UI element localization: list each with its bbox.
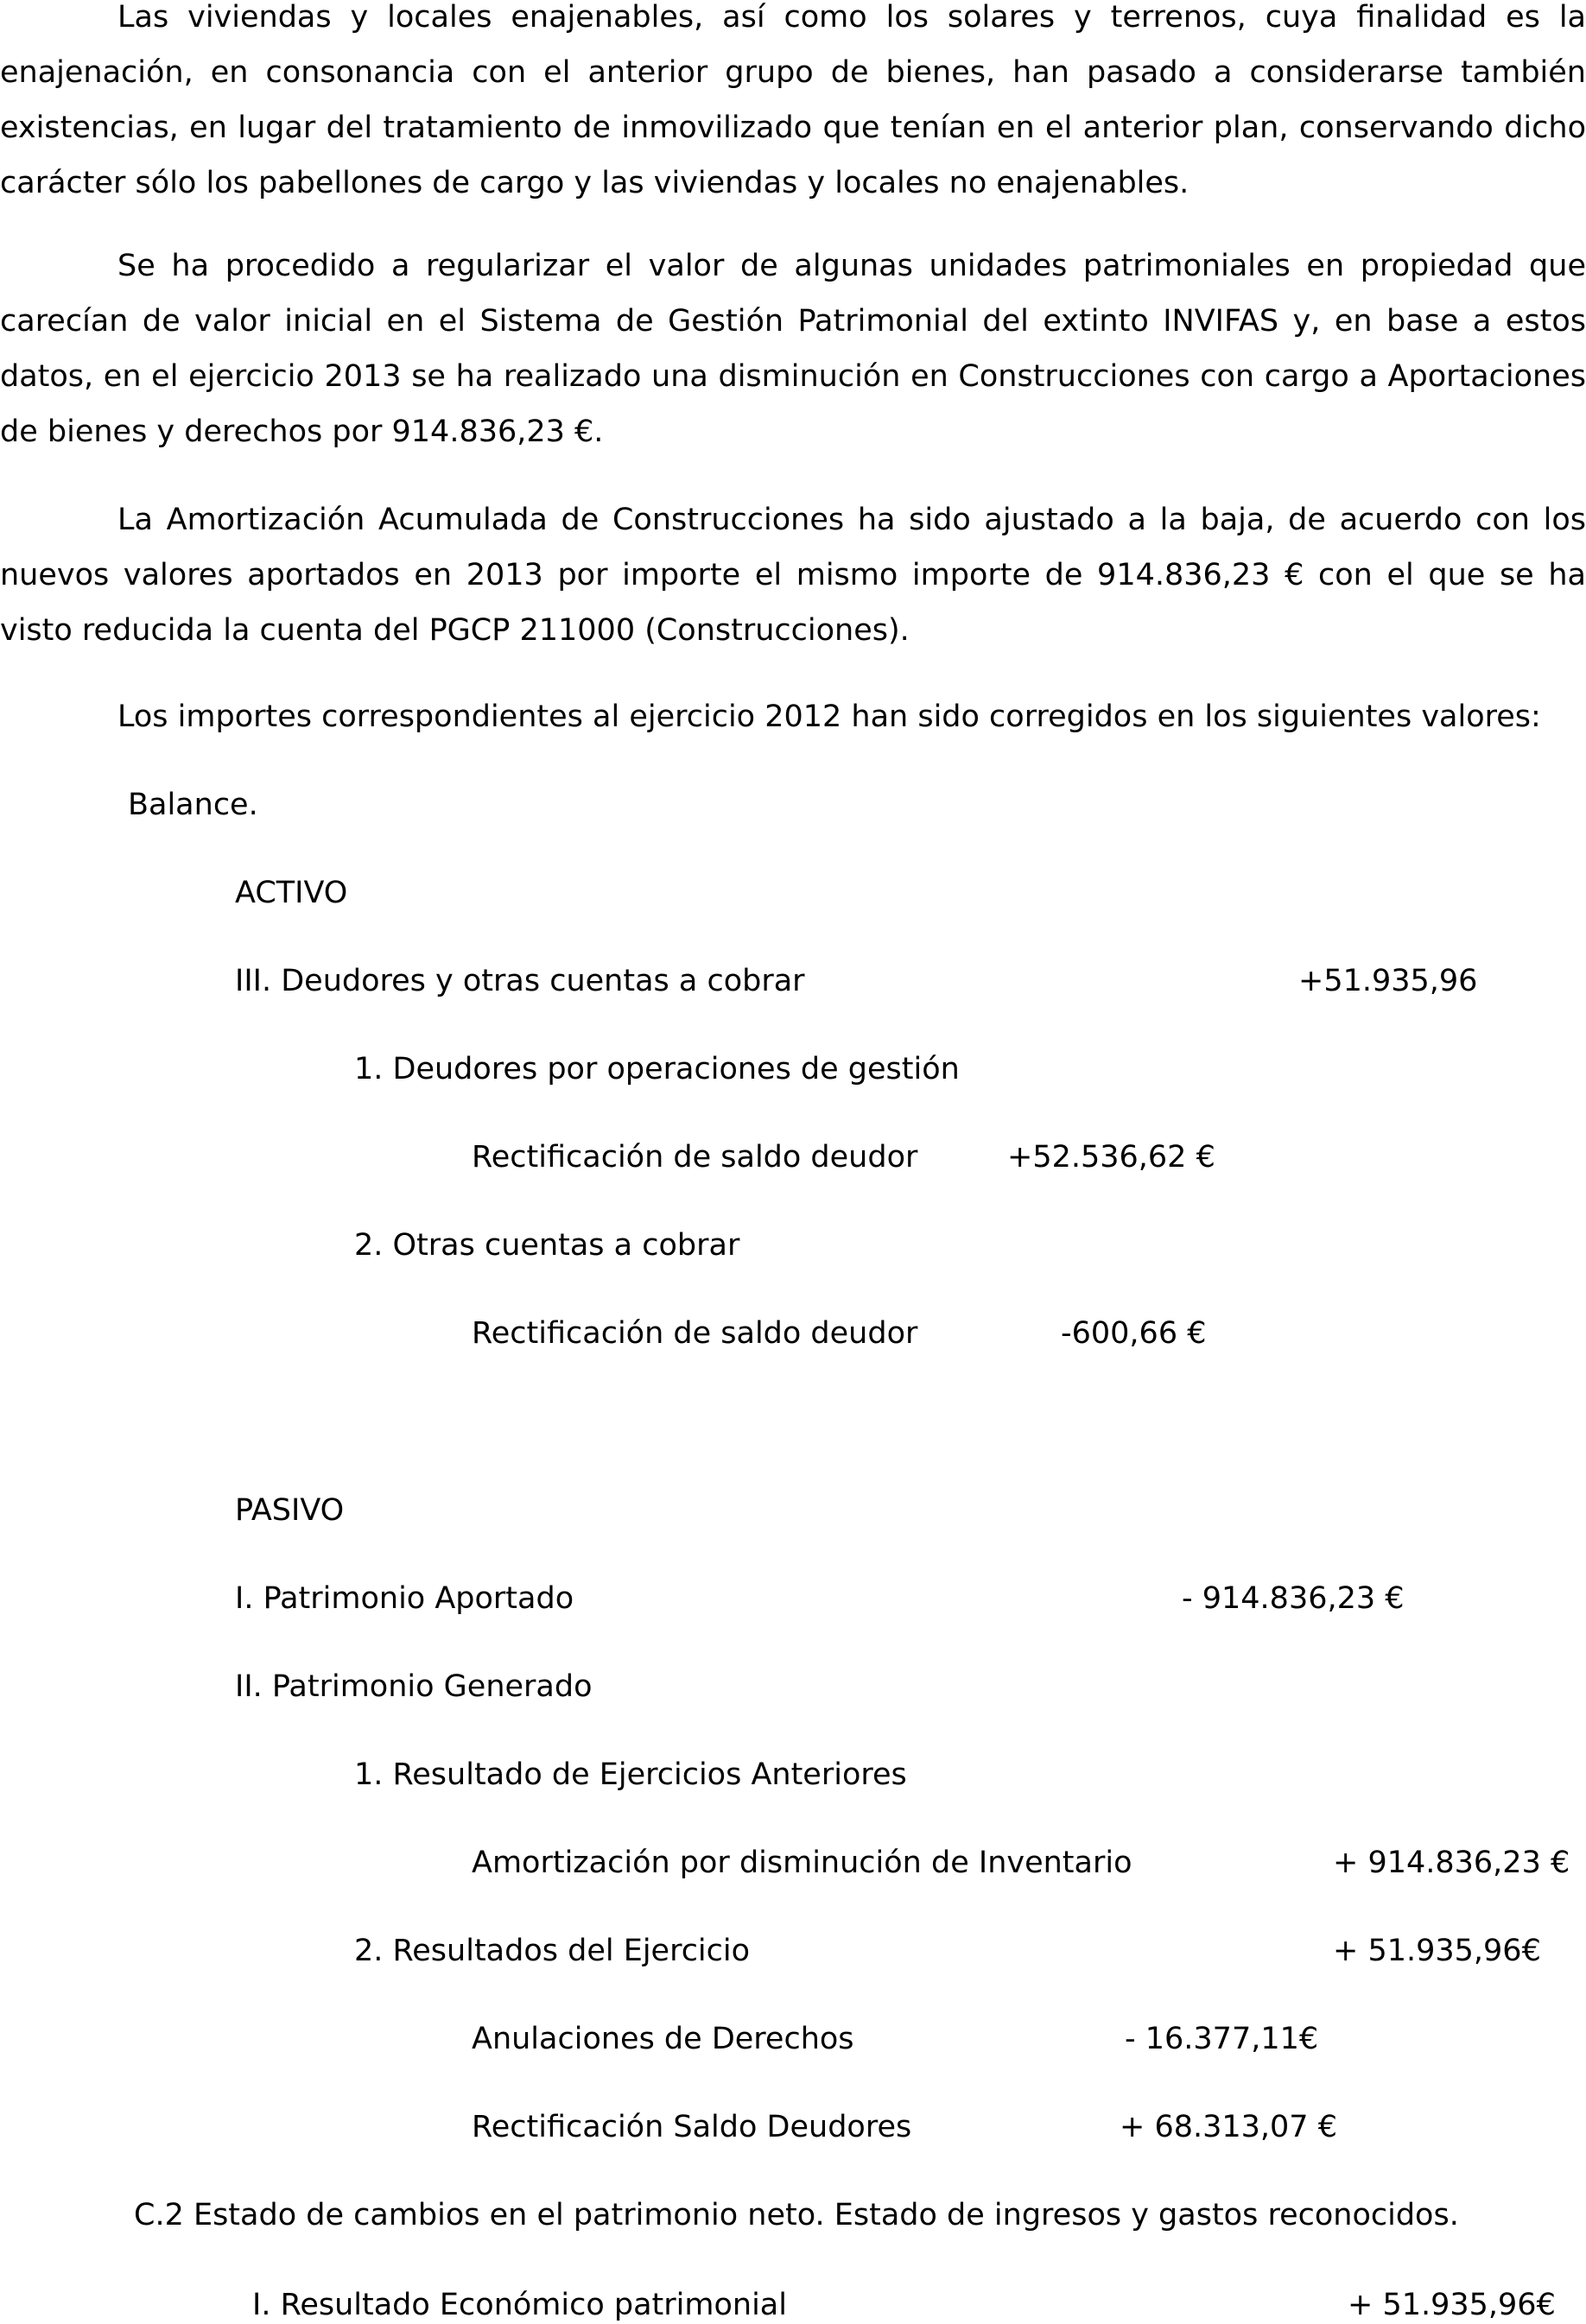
activo-item3-label: III. Deudores y otras cuentas a cobrar [235,964,805,998]
activo-sub2-label: 2. Otras cuentas a cobrar [354,1228,740,1263]
paragraph-amortizacion: La Amortización Acumulada de Construcciones ha sido ajustado a la baja, de acuerdo con los nuevos valores aportados en 2013 por importe el mismo importe de 914.836,23 € con el que se ha visto reducida la cuenta del PGCP 211000 (Construcciones). [0,503,1586,648]
pasivo-sub1-detail-label: Amortización por disminución de Inventario [472,1846,1132,1880]
c2-title: C.2 Estado de cambios en el patrimonio neto. Estado de ingresos y gastos reconocidos. [134,2198,1459,2232]
pasivo-sub1-detail-value: + 914.836,23 € [1333,1846,1570,1880]
pasivo-heading: PASIVO [235,1493,345,1528]
activo-sub1-label: 1. Deudores por operaciones de gestión [354,1052,960,1086]
pasivo-sub2-value: + 51.935,96€ [1333,1934,1541,1968]
activo-item3-value: +51.935,96 [1298,964,1478,998]
pasivo-item1-label: I. Patrimonio Aportado [235,1581,574,1616]
pasivo-item1-value: - 914.836,23 € [1182,1581,1405,1616]
pasivo-sub2-label: 2. Resultados del Ejercicio [354,1934,751,1968]
intro-text: Los importes correspondientes al ejercicio 2012 han sido corregidos en los siguientes valores: [117,700,1541,734]
paragraph-regularizacion: Se ha procedido a regularizar el valor de algunas unidades patrimoniales en propiedad que carecían de valor inicial en el Sistema de Gestión Patrimonial del extinto INVIFAS y, en base a estos datos, en el ejercicio 2013 se ha realizado una disminución en Construcciones con cargo a Aportaciones de bienes y derechos por 914.836,23 €. [0,249,1586,449]
activo-heading: ACTIVO [235,876,348,910]
balance-title: Balance. [128,788,258,822]
c2-item1-label: I. Resultado Económico patrimonial [252,2288,787,2322]
activo-sub2-detail-value: -600,66 € [1061,1316,1207,1351]
pasivo-sub2-detail2-value: + 68.313,07 € [1120,2110,1337,2144]
pasivo-sub1-label: 1. Resultado de Ejercicios Anteriores [354,1757,907,1792]
activo-sub1-detail-value: +52.536,62 € [1007,1140,1215,1175]
activo-sub1-detail-label: Rectificación de saldo deudor [472,1140,918,1175]
pasivo-sub2-detail1-label: Anulaciones de Derechos [472,2022,854,2056]
pasivo-sub2-detail1-value: - 16.377,11€ [1125,2022,1319,2056]
paragraph-existencias: Las viviendas y locales enajenables, así como los solares y terrenos, cuya finalidad es la enajenación, en consonancia con el anterior grupo de bienes, han pasado a considerarse también existencias, en lugar del tratamiento de inmovilizado que tenían en el anterior plan, conservando dicho carácter sólo los pabellones de cargo y las viviendas y locales no enajenables. [0,0,1586,200]
pasivo-item2-label: II. Patrimonio Generado [235,1669,593,1704]
activo-sub2-detail-label: Rectificación de saldo deudor [472,1316,918,1351]
c2-item1-value: + 51.935,96€ [1348,2288,1556,2322]
pasivo-sub2-detail2-label: Rectificación Saldo Deudores [472,2110,912,2144]
